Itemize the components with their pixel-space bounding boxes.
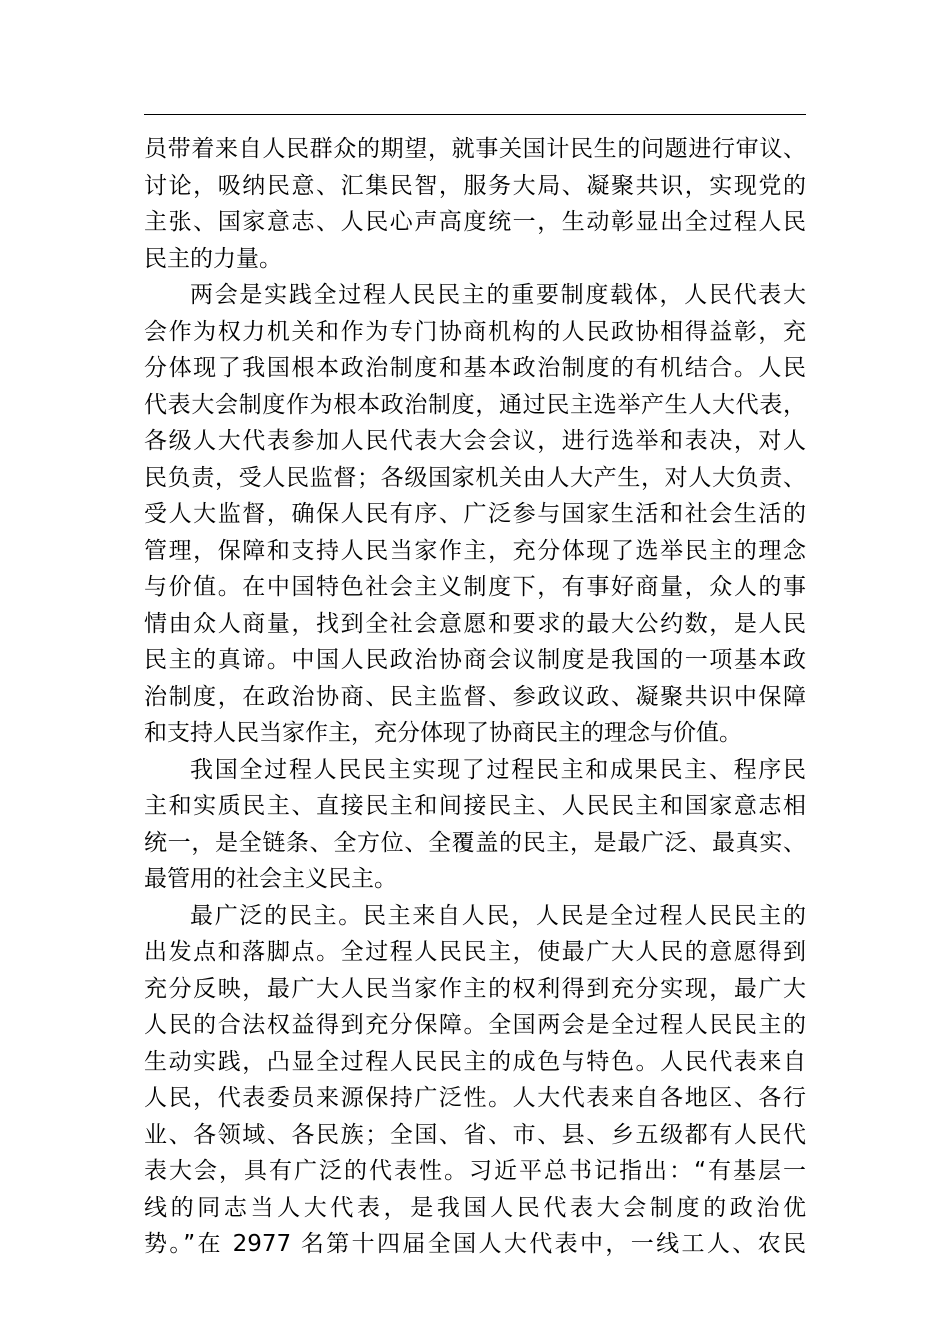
text-line: 两会是实践全过程人民民主的重要制度载体，人民代表大 xyxy=(190,282,806,308)
text-line: 员带着来自人民群众的期望，就事关国计民生的问题进行审议、 xyxy=(144,136,806,162)
text-line: 统一，是全链条、全方位、全覆盖的民主，是最广泛、最真实、 xyxy=(144,829,806,856)
paragraph xyxy=(144,131,806,277)
text-line: 民负责，受人民监督；各级国家机关由人大产生，对人大负责、 xyxy=(144,464,806,491)
text-line: 分体现了我国根本政治制度和基本政治制度的有机结合。人民 xyxy=(144,355,806,381)
header-rule xyxy=(144,114,806,115)
text-line: 受人大监督，确保人民有序、广泛参与国家生活和社会生活的 xyxy=(144,501,806,527)
text-line: 出发点和落脚点。全过程人民民主，使最广大人民的意愿得到 xyxy=(144,939,806,965)
text-line: 管理，保障和支持人民当家作主，充分体现了选举民主的理念 xyxy=(144,537,806,564)
text-line: 主和实质民主、直接民主和间接民主、人民民主和国家意志相 xyxy=(144,793,806,819)
paragraph xyxy=(144,277,806,752)
text-line: 生动实践，凸显全过程人民民主的成色与特色。人民代表来自 xyxy=(144,1048,806,1075)
text-line: 势。”在 2977 名第十四届全国人大代表中，一线工人、农民 xyxy=(144,1231,806,1257)
text-line: 民主的真谛。中国人民政治协商会议制度是我国的一项基本政 xyxy=(144,647,806,673)
paragraph xyxy=(144,752,806,898)
text-line: 民主的力量。 xyxy=(144,245,282,272)
text-line: 最广泛的民主。民主来自人民，人民是全过程人民民主的 xyxy=(190,902,806,929)
document-body xyxy=(144,131,806,1263)
text-line: 线的同志当人大代表，是我国人民代表大会制度的政治优 xyxy=(144,1194,806,1221)
text-line: 讨论，吸纳民意、汇集民智，服务大局、凝聚共识，实现党的 xyxy=(144,172,806,199)
text-line: 主张、国家意志、人民心声高度统一，生动彰显出全过程人民 xyxy=(144,209,806,235)
text-line: 人民，代表委员来源保持广泛性。人大代表来自各地区、各行 xyxy=(144,1085,806,1111)
text-line: 会作为权力机关和作为专门协商机构的人民政协相得益彰，充 xyxy=(144,318,806,345)
text-line: 治制度，在政治协商、民主监督、参政议政、凝聚共识中保障 xyxy=(144,683,806,710)
text-line: 情由众人商量，找到全社会意愿和要求的最大公约数，是人民 xyxy=(144,610,806,637)
text-line: 与价值。在中国特色社会主义制度下，有事好商量，众人的事 xyxy=(144,574,806,600)
text-line: 业、各领域、各民族；全国、省、市、县、乡五级都有人民代 xyxy=(144,1121,806,1148)
text-line: 和支持人民当家作主，充分体现了协商民主的理念与价值。 xyxy=(144,720,742,746)
text-line: 充分反映，最广大人民当家作主的权利得到充分实现，最广大 xyxy=(144,975,806,1002)
paragraph xyxy=(144,898,806,1263)
text-line: 我国全过程人民民主实现了过程民主和成果民主、程序民 xyxy=(190,756,806,783)
text-line: 最管用的社会主义民主。 xyxy=(144,866,397,892)
text-line: 各级人大代表参加人民代表大会会议，进行选举和表决，对人 xyxy=(144,428,806,454)
text-line: 表大会，具有广泛的代表性。习近平总书记指出：“有基层一 xyxy=(144,1158,806,1184)
text-line: 代表大会制度作为根本政治制度，通过民主选举产生人大代表， xyxy=(144,391,806,418)
text-line: 人民的合法权益得到充分保障。全国两会是全过程人民民主的 xyxy=(144,1012,806,1038)
